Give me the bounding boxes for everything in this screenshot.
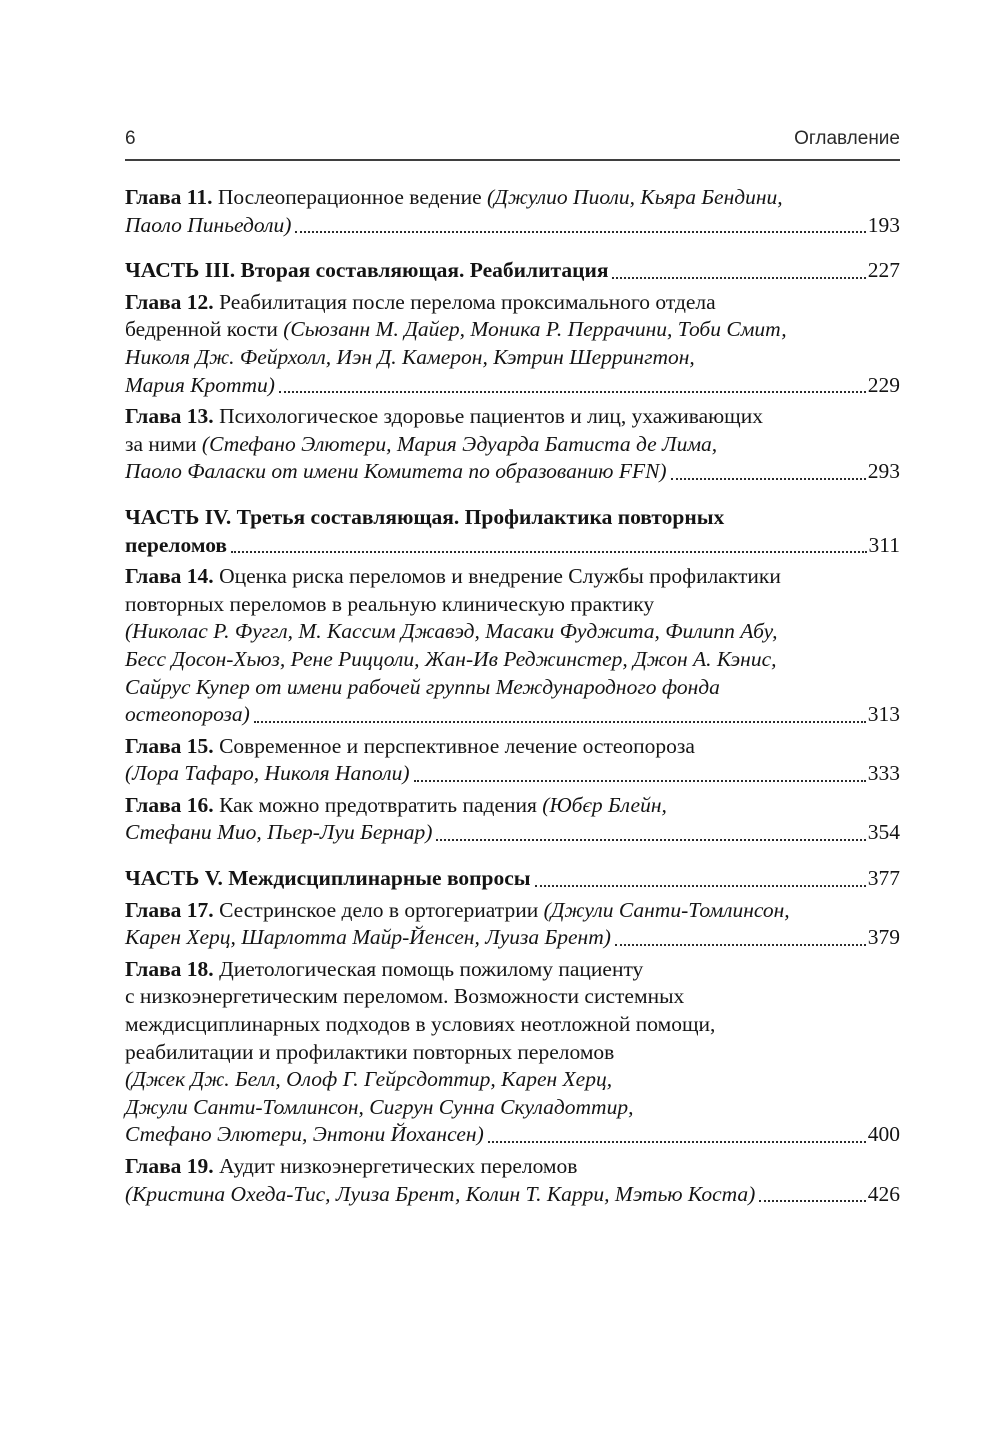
text-segment: (Джулио Пиоли, Кьяра Бендини,	[487, 185, 783, 209]
toc-entry-part-v	[125, 865, 900, 893]
text-segment: повторных переломов в реальную клиническую практику	[125, 591, 655, 616]
dot-leader	[612, 257, 865, 279]
text-segment: междисциплинарных подходов в условиях неотложной помощи,	[125, 1012, 716, 1037]
toc-line	[125, 792, 900, 820]
toc-entry-chapter-13	[125, 403, 900, 486]
text-segment: Стефани Мио, Пьер-Луи Бернар)	[125, 820, 433, 845]
toc-line	[125, 1066, 900, 1094]
text-segment: Сайрус Купер от имени рабочей группы Международного фонда	[125, 674, 720, 699]
dot-leader	[671, 458, 866, 480]
text-segment: Глава 19.	[125, 1154, 214, 1178]
text-segment: реабилитации и профилактики повторных переломов	[125, 1039, 615, 1064]
text-segment: Джули Санти-Томлинсон, Сигрун Сунна Скуладоттир,	[125, 1094, 634, 1119]
text-segment: (Сьюзанн М. Дайер, Моника Р. Перрачини, Тоби Смит,	[283, 317, 787, 342]
text-segment: Николя Дж. Фейрхолл, Иэн Д. Камерон, Кэтрин Шеррингтон,	[125, 344, 695, 369]
toc-line	[125, 1094, 900, 1122]
text-segment: бедренной кости	[125, 317, 284, 342]
text-segment: (Юбєр Блейн,	[542, 792, 667, 817]
text-segment: Мария Кротти)	[125, 372, 275, 397]
running-head-title: Оглавление	[794, 128, 900, 149]
text-segment: Современное и перспективное лечение остеопороза	[213, 733, 695, 758]
text-segment: Паоло Фаласки от имени Комитета по образованию FFN)	[125, 459, 667, 484]
toc-entry-chapter-14	[125, 563, 900, 729]
toc-line	[125, 504, 900, 532]
page-ref: 311	[868, 532, 900, 557]
page-ref: 227	[867, 258, 900, 283]
dot-leader	[254, 701, 866, 723]
toc-line	[125, 1181, 900, 1209]
text-segment: Как можно предотвратить падения	[213, 792, 543, 817]
text-segment: Глава 15.	[125, 733, 214, 758]
text-segment: (Лора Тафаро, Николя Наполи)	[125, 761, 410, 786]
text-segment: (Николас Р. Фуггл, М. Кассим Джавэд, Масаки Фуджита, Филипп Абу,	[125, 619, 778, 644]
toc-line	[125, 924, 900, 952]
dot-leader	[279, 372, 866, 394]
text-segment: Сестринское дело в ортогериатрии	[213, 897, 544, 922]
dot-leader	[436, 819, 865, 841]
text-segment: Аудит низкоэнергетических переломов	[213, 1154, 578, 1178]
toc-entry-chapter-17	[125, 897, 900, 952]
toc-line	[125, 760, 900, 788]
toc-line	[125, 865, 900, 893]
toc-entry-chapter-11	[125, 184, 900, 239]
toc-line	[125, 316, 900, 344]
toc-entry-part-iv	[125, 504, 900, 559]
toc-entry-chapter-12	[125, 289, 900, 399]
toc-line	[125, 563, 900, 591]
page-ref: 229	[867, 372, 900, 397]
toc-entry-chapter-16	[125, 792, 900, 847]
text-segment: Стефано Элютери, Энтони Йохансен)	[125, 1122, 484, 1147]
toc-line	[125, 618, 900, 646]
text-segment: Глава 13.	[125, 404, 214, 429]
toc-entry-part-iii	[125, 257, 900, 285]
toc-line	[125, 674, 900, 702]
toc-line	[125, 1039, 900, 1067]
text-segment: Реабилитация после перелома проксимального отдела	[213, 289, 716, 314]
toc-line	[125, 257, 900, 285]
toc-line	[125, 212, 900, 240]
text-segment: Глава 14.	[125, 564, 214, 589]
dot-leader	[759, 1181, 865, 1203]
toc-line	[125, 403, 900, 431]
toc-line	[125, 1153, 900, 1181]
text-segment: ЧАСТЬ IV. Третья составляющая. Профилактика повторных	[125, 504, 725, 529]
text-segment: Психологическое здоровье пациентов и лиц, ухаживающих	[213, 404, 763, 429]
page-ref: 313	[867, 702, 900, 727]
toc-line	[125, 1121, 900, 1149]
text-segment: (Стефано Элютери, Мария Эдуарда Батиста де Лима,	[201, 431, 718, 456]
dot-leader	[414, 760, 866, 782]
toc-line	[125, 733, 900, 761]
toc-line	[125, 956, 900, 984]
toc-line	[125, 532, 900, 560]
toc-line	[125, 431, 900, 459]
page-ref: 193	[867, 212, 900, 237]
dot-leader	[231, 532, 867, 554]
toc-entry-chapter-15	[125, 733, 900, 788]
text-segment: Глава 17.	[125, 897, 214, 922]
toc-line	[125, 1011, 900, 1039]
page-ref: 377	[867, 866, 900, 891]
toc-line	[125, 344, 900, 372]
dot-leader	[488, 1121, 866, 1143]
toc-line	[125, 646, 900, 674]
toc-entry-chapter-18	[125, 956, 900, 1149]
text-segment: за ними	[125, 431, 202, 456]
text-segment: Бесс Досон-Хьюз, Рене Риццоли, Жан-Ив Реджинстер, Джон А. Кэнис,	[125, 646, 777, 671]
page-header	[125, 128, 900, 161]
text-segment: ЧАСТЬ V. Междисциплинарные вопросы	[125, 866, 531, 891]
page-ref: 333	[867, 761, 900, 786]
text-segment: Глава 16.	[125, 792, 214, 817]
toc-line	[125, 983, 900, 1011]
text-segment: Глава 18.	[125, 956, 214, 981]
page-ref: 400	[867, 1122, 900, 1147]
toc-line	[125, 819, 900, 847]
text-segment: Паоло Пиньедоли)	[125, 212, 292, 237]
toc-line	[125, 184, 900, 212]
toc-line	[125, 701, 900, 729]
page-ref: 354	[867, 820, 900, 845]
text-segment: Глава 12.	[125, 289, 214, 314]
page-ref: 379	[867, 925, 900, 950]
text-segment: с низкоэнергетическим переломом. Возможности системных	[125, 984, 685, 1009]
dot-leader	[295, 212, 865, 234]
page-ref: 293	[867, 459, 900, 484]
toc-line	[125, 458, 900, 486]
toc-line	[125, 897, 900, 925]
text-segment: Диетологическая помощь пожилому пациенту	[213, 956, 644, 981]
text-segment: (Джек Дж. Белл, Олоф Г. Гейрсдоттир, Карен Херц,	[125, 1067, 613, 1092]
text-segment: Послеоперационное ведение	[212, 185, 487, 209]
text-segment: остеопороза)	[125, 702, 250, 727]
text-segment: Оценка риска переломов и внедрение Службы профилактики	[213, 564, 781, 589]
text-segment: Глава 11.	[125, 185, 213, 209]
text-segment: (Джули Санти-Томлинсон,	[543, 897, 790, 922]
text-segment: (Кристина Охеда-Тис, Луиза Брент, Колин Т. Карри, Мэтью Коста)	[125, 1181, 756, 1206]
text-segment: переломов	[125, 532, 228, 557]
toc	[125, 184, 900, 1208]
toc-line	[125, 289, 900, 317]
text-segment: ЧАСТЬ III. Вторая составляющая. Реабилитация	[125, 258, 609, 283]
text-segment: Карен Херц, Шарлотта Майр-Йенсен, Луиза Брент)	[125, 925, 611, 950]
toc-entry-chapter-19	[125, 1153, 900, 1208]
toc-line	[125, 372, 900, 400]
dot-leader	[535, 865, 866, 887]
toc-line	[125, 591, 900, 619]
folio-page-number: 6	[125, 128, 136, 149]
page-ref: 426	[867, 1181, 900, 1206]
dot-leader	[615, 924, 866, 946]
